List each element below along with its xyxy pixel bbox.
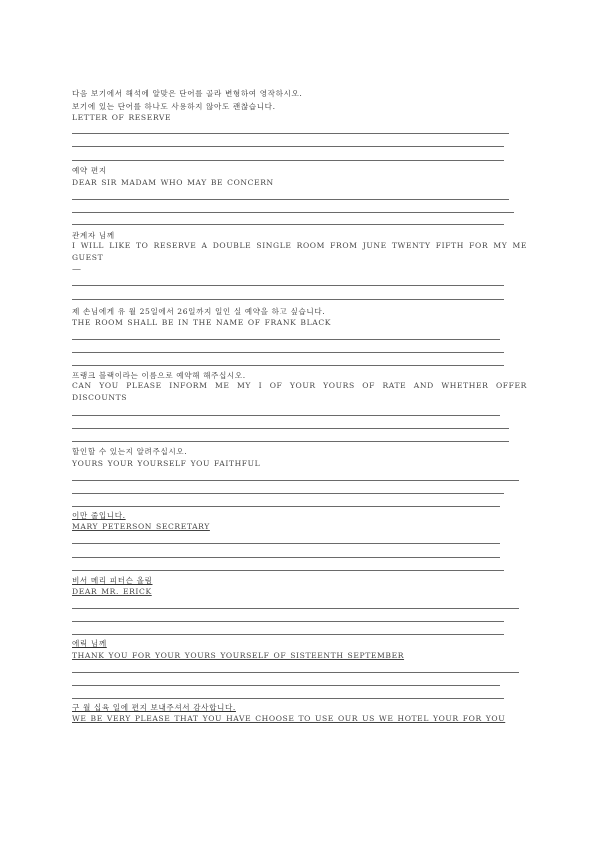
korean-translation-3: 제 손님에게 유 월 25일에서 26일까지 일인 실 예약을 하고 싶습니다. — [72, 307, 326, 316]
answer-line — [72, 339, 500, 340]
word-bank-2: I WILL LIKE TO RESERVE A DOUBLE SINGLE ROOM FROM JUNE TWENTY FIFTH FOR MY ME GUEST — [72, 241, 527, 262]
word-bank-9: WE BE VERY PLEASE THAT YOU HAVE CHOOSE TO USE OUR US WE HOTEL YOUR FOR YOU — [72, 714, 506, 723]
answer-line — [72, 672, 519, 673]
word-bank-6: MARY PETERSON SECRETARY — [72, 522, 210, 531]
word-bank-1: DEAR SIR MADAM WHO MAY BE CONCERN — [72, 178, 274, 187]
answer-line — [72, 621, 504, 622]
answer-line — [72, 698, 504, 699]
korean-translation-8: 에릭 님께 — [72, 639, 107, 648]
answer-line — [72, 415, 500, 416]
korean-translation-5: 할인할 수 있는지 알려주십시오. — [72, 447, 188, 456]
word-bank-3: THE ROOM SHALL BE IN THE NAME OF FRANK BLACK — [72, 318, 332, 327]
answer-line — [72, 441, 509, 442]
answer-line — [72, 146, 504, 147]
answer-line — [72, 506, 500, 507]
instruction-line-1: 다음 보기에서 해석에 알맞은 단어를 골라 변형하여 영작하시오. — [72, 89, 303, 98]
korean-translation-9: 구 월 십육 일에 편지 보내주셔서 감사합니다. — [72, 703, 236, 712]
dash-mark: — — [72, 265, 81, 275]
word-bank-8: THANK YOU FOR YOUR YOURS YOURSELF OF SISTEENTH SEPTEMBER — [72, 651, 405, 660]
answer-line — [72, 480, 519, 481]
word-bank-0: LETTER OF RESERVE — [72, 113, 172, 122]
answer-line — [72, 634, 504, 635]
answer-line — [72, 570, 504, 571]
answer-line — [72, 428, 509, 429]
korean-translation-4: 프랭크 블랙이라는 이름으로 예약해 해주십시오. — [72, 371, 246, 380]
answer-line — [72, 365, 504, 366]
answer-line — [72, 224, 504, 225]
answer-line — [72, 133, 509, 134]
answer-line — [72, 299, 504, 300]
korean-translation-7: 비서 메리 피터슨 올림 — [72, 576, 153, 585]
korean-translation-6: 이만 줄입니다. — [72, 511, 126, 520]
answer-line — [72, 685, 500, 686]
answer-line — [72, 160, 504, 161]
answer-line — [72, 608, 519, 609]
korean-translation-2: 관계자 님께 — [72, 231, 115, 240]
answer-line — [72, 543, 500, 544]
instruction-line-2: 보기에 있는 단어를 하나도 사용하지 않아도 괜찮습니다. — [72, 102, 276, 111]
korean-translation-1: 예약 편지 — [72, 166, 107, 175]
answer-line — [72, 212, 514, 213]
answer-line — [72, 199, 509, 200]
answer-line — [72, 352, 504, 353]
word-bank-5: YOURS YOUR YOURSELF YOU FAITHFUL — [72, 459, 261, 468]
answer-line — [72, 493, 504, 494]
answer-line — [72, 557, 500, 558]
answer-line — [72, 285, 504, 286]
word-bank-7: DEAR MR. ERICK — [72, 587, 152, 596]
word-bank-4: CAN YOU PLEASE INFORM ME MY I OF YOUR YOURS OF RATE AND WHETHER OFFER DISCOUNTS — [72, 381, 527, 402]
